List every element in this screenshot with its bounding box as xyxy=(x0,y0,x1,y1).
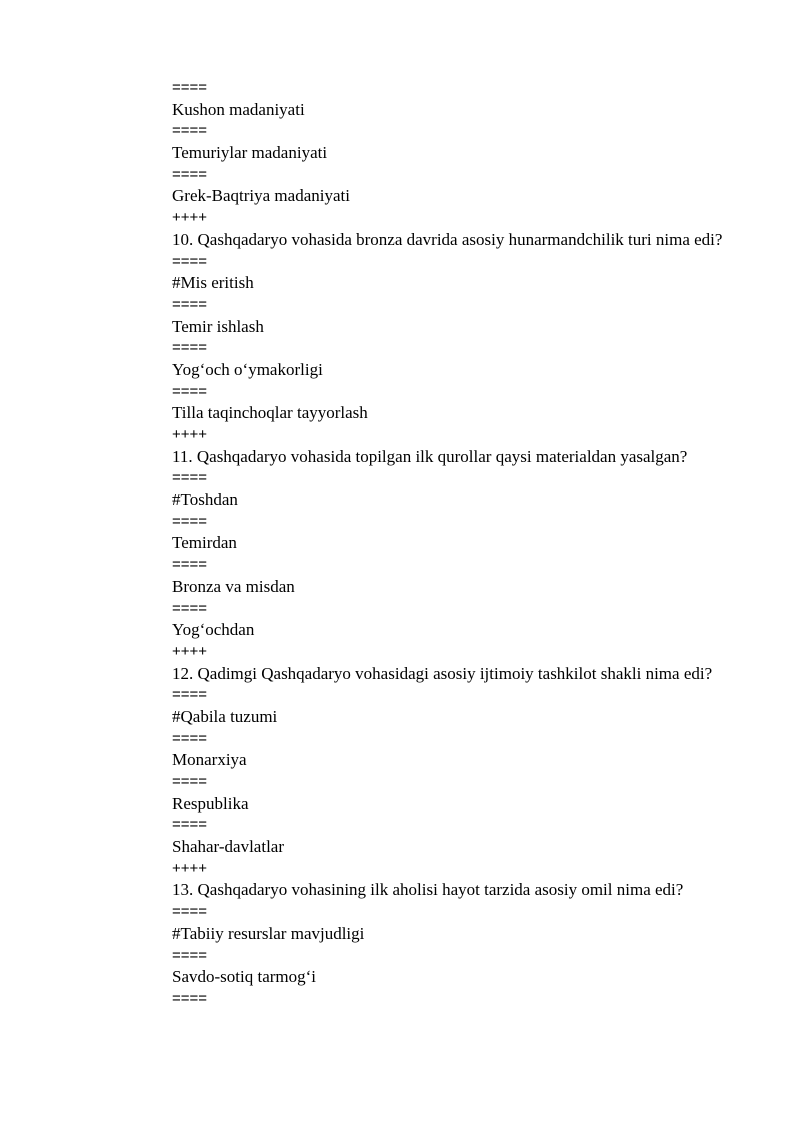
answer-option: #Qabila tuzumi xyxy=(172,706,278,726)
answer-option: Yog‘och o‘ymakorligi xyxy=(172,359,323,379)
document-page xyxy=(0,77,800,1010)
option-separator: ==== xyxy=(172,469,208,487)
option-separator: ==== xyxy=(172,946,208,964)
option-separator: ==== xyxy=(172,79,208,96)
question-text: 13. Qashqadaryo vohasining ilk aholisi hayot tarzida asosiy omil nima edi? xyxy=(172,880,684,900)
question-separator: ++++ xyxy=(172,859,208,877)
answer-option: Bronza va misdan xyxy=(172,576,295,596)
option-separator: ==== xyxy=(172,599,208,617)
option-separator: ==== xyxy=(172,729,208,747)
option-separator: ==== xyxy=(172,252,208,270)
answer-option: Monarxiya xyxy=(172,750,247,770)
answer-option: Yog‘ochdan xyxy=(172,620,255,640)
option-separator: ==== xyxy=(172,339,208,357)
option-separator: ==== xyxy=(172,556,208,574)
option-separator: ==== xyxy=(172,816,208,834)
question-separator: ++++ xyxy=(172,642,208,660)
option-separator: ==== xyxy=(172,989,208,1007)
answer-option: #Tabiiy resurslar mavjudligi xyxy=(172,923,365,943)
option-separator: ==== xyxy=(172,686,208,704)
answer-option: Temir ishlash xyxy=(172,316,264,336)
answer-option: #Mis eritish xyxy=(172,273,254,293)
answer-option: Kushon madaniyati xyxy=(172,99,305,119)
option-separator: ==== xyxy=(172,382,208,400)
option-separator: ==== xyxy=(172,512,208,530)
option-separator: ==== xyxy=(172,903,208,921)
answer-option: Shahar-davlatlar xyxy=(172,837,284,857)
answer-option: Temirdan xyxy=(172,533,237,553)
question-text: 12. Qadimgi Qashqadaryo vohasidagi asosiy ijtimoiy tashkilot shakli nima edi? xyxy=(172,663,713,683)
option-separator: ==== xyxy=(172,773,208,791)
option-separator: ==== xyxy=(172,295,208,313)
option-separator: ==== xyxy=(172,122,208,140)
answer-option: Respublika xyxy=(172,793,249,813)
question-text: 11. Qashqadaryo vohasida topilgan ilk qurollar qaysi materialdan yasalgan? xyxy=(172,446,688,466)
answer-option: Temuriylar madaniyati xyxy=(172,143,328,163)
option-separator: ==== xyxy=(172,165,208,183)
answer-option: #Toshdan xyxy=(172,490,238,510)
question-separator: ++++ xyxy=(172,426,208,444)
question-separator: ++++ xyxy=(172,209,208,227)
answer-option: Tilla taqinchoqlar tayyorlash xyxy=(172,403,368,423)
answer-option: Grek-Baqtriya madaniyati xyxy=(172,186,350,206)
answer-option: Savdo-sotiq tarmog‘i xyxy=(172,967,317,987)
question-text: 10. Qashqadaryo vohasida bronza davrida asosiy hunarmandchilik turi nima edi? xyxy=(172,229,723,249)
